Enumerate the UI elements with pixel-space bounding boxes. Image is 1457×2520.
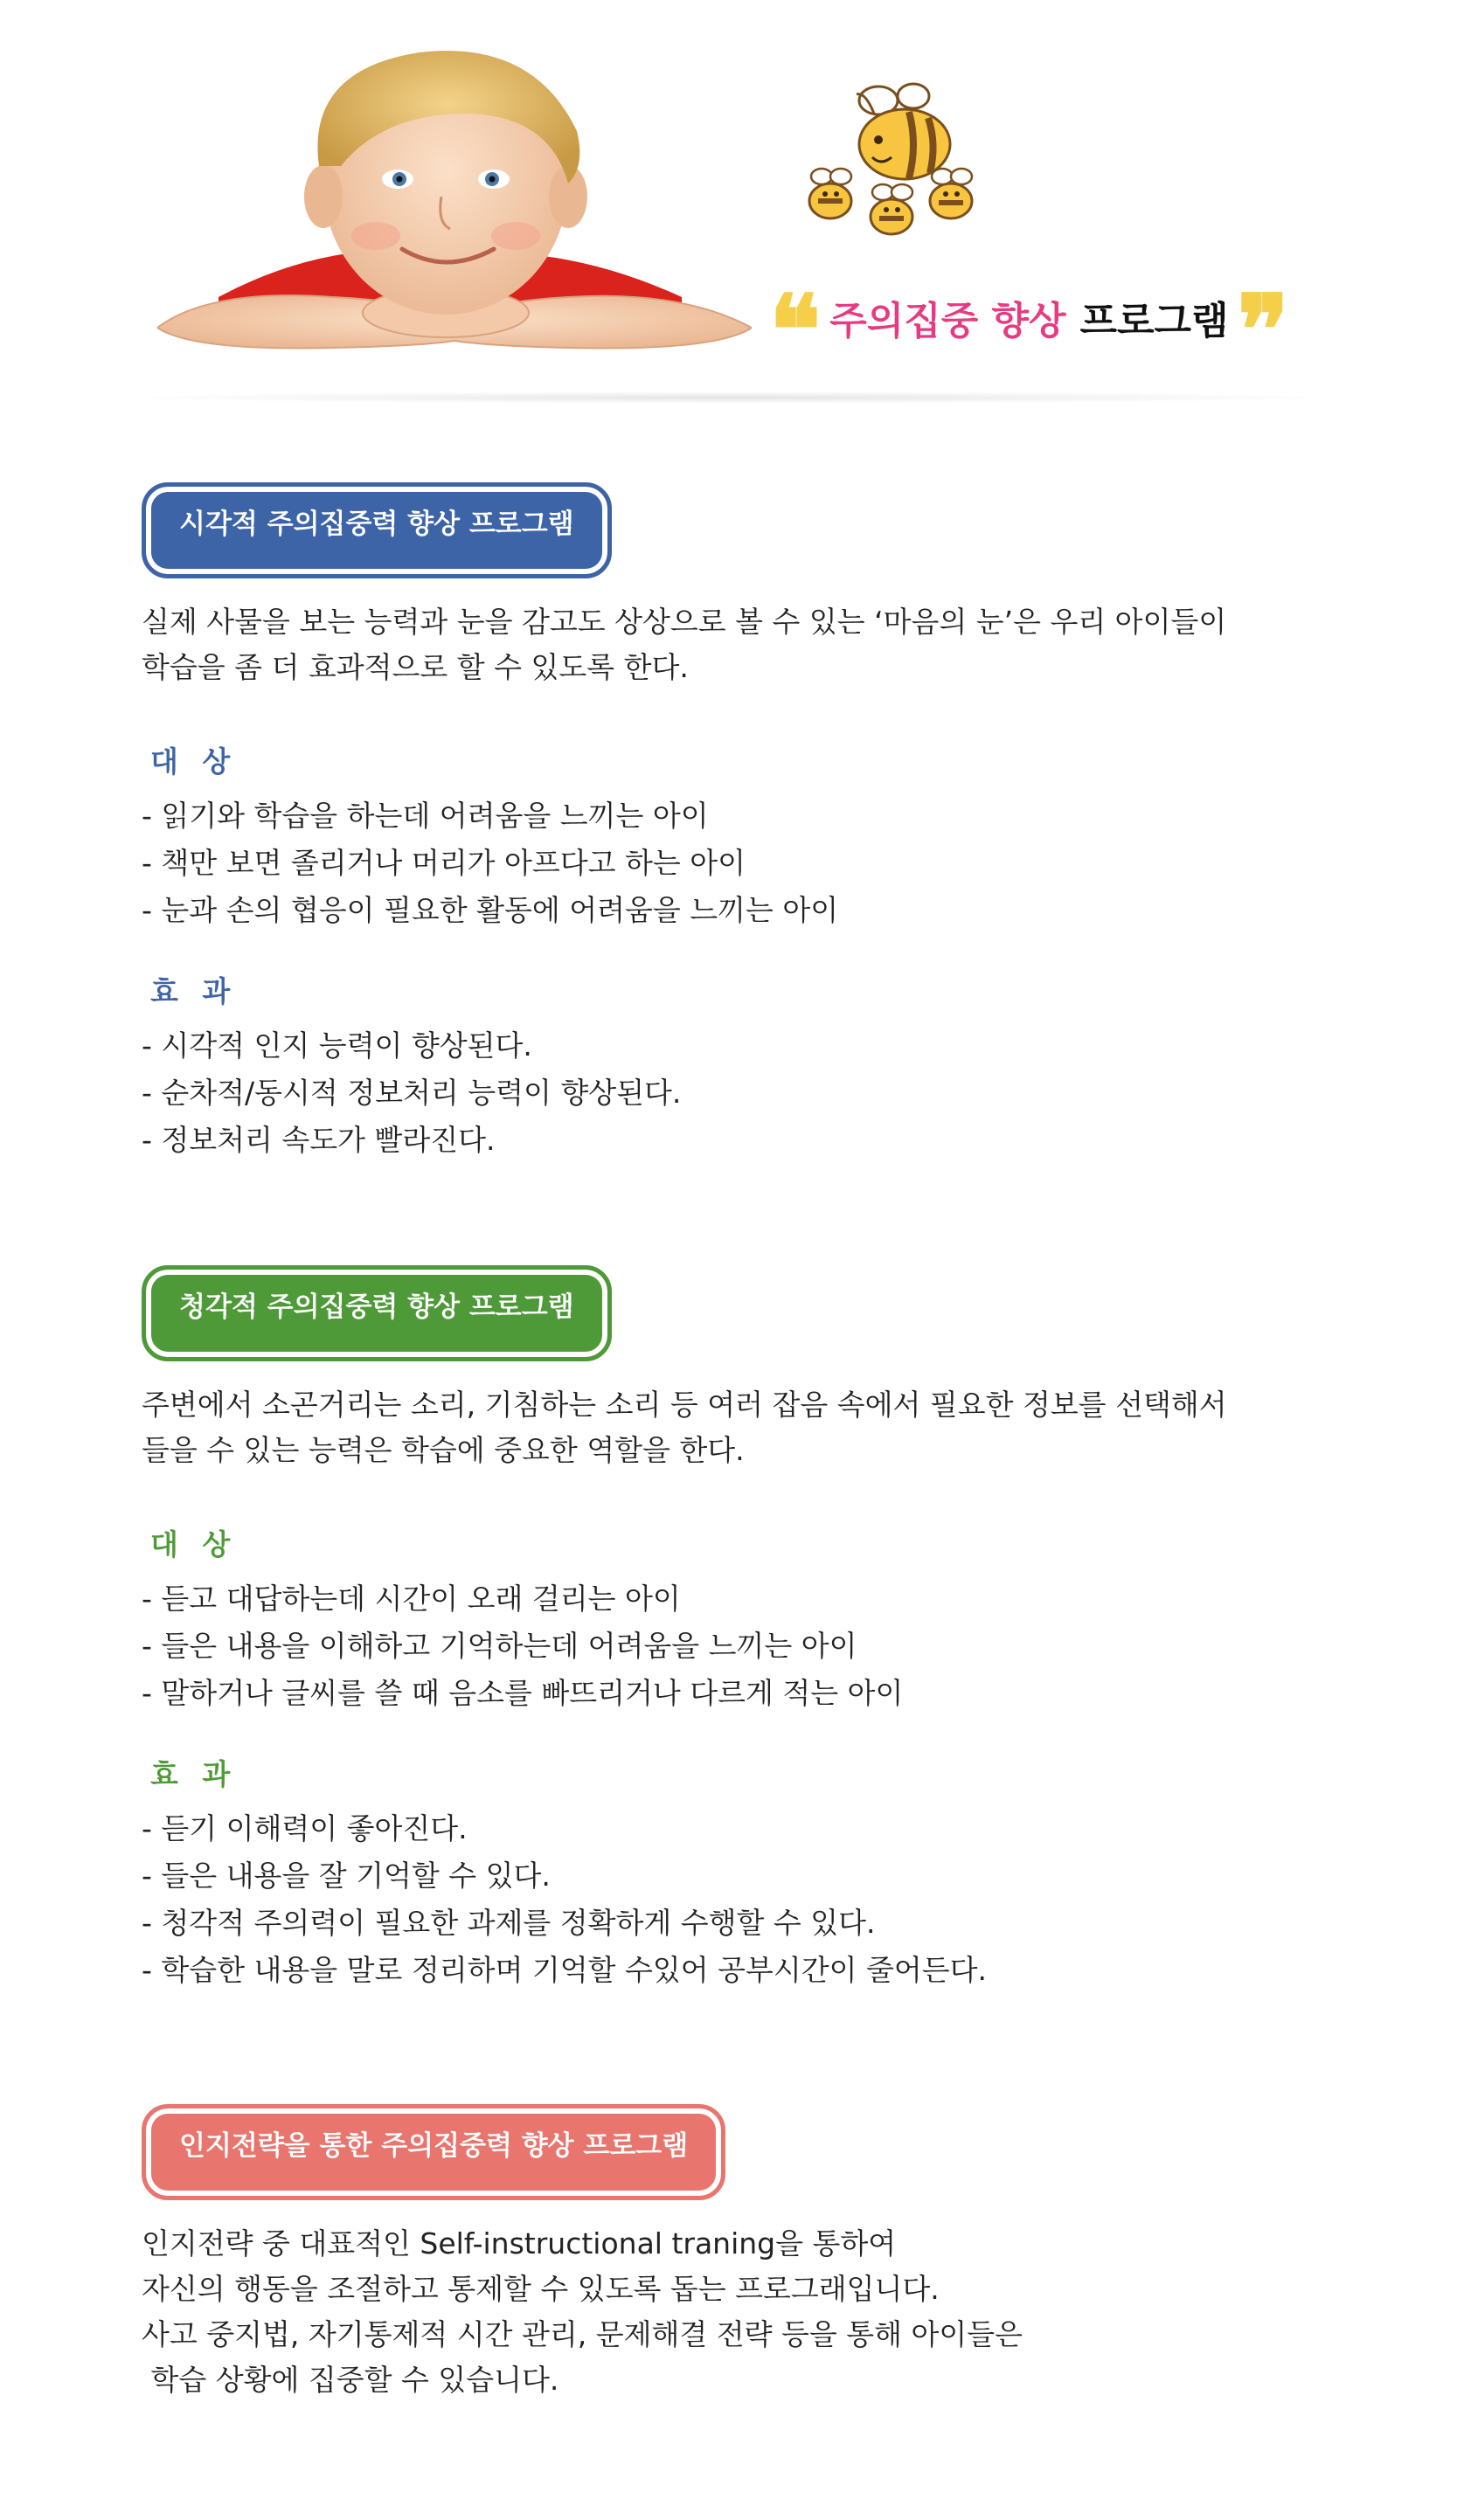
title-rest: 프로그램: [1079, 299, 1229, 343]
effect-heading: 효 과: [150, 1757, 238, 1791]
list-item: - 들은 내용을 이해하고 기억하는데 어려움을 느끼는 아이: [142, 1629, 857, 1663]
list-item: - 순차적/동시적 정보처리 능력이 향상된다.: [142, 1076, 682, 1110]
section-description: [142, 599, 1278, 690]
visual-program-section: [142, 482, 1278, 1164]
section-title-badge: 시각적 주의집중력 향상 프로그램: [142, 482, 612, 578]
open-quote-icon: ❝: [769, 273, 822, 386]
list-item: - 시각적 인지 능력이 향상된다.: [142, 1028, 532, 1063]
section-title-badge: 청각적 주의집중력 향상 프로그램: [142, 1265, 612, 1361]
cognitive-strategy-section: [142, 2104, 1278, 2403]
page-title: [769, 273, 1289, 386]
description-line: 자신의 행동을 조절하고 통제할 수 있도록 돕는 프로그래입니다.: [142, 2272, 940, 2306]
section-description: [142, 1382, 1278, 1473]
list-item: - 들은 내용을 잘 기억할 수 있다.: [142, 1859, 551, 1893]
list-item: - 학습한 내용을 말로 정리하며 기억할 수있어 공부시간이 줄어든다.: [142, 1953, 988, 1987]
list-item: - 듣기 이해력이 좋아진다.: [142, 1811, 468, 1845]
description-line: 사고 중지법, 자기통제적 시간 관리, 문제해결 전략 등을 통해 아이들은: [142, 2317, 1023, 2351]
list-item: - 책만 보면 졸리거나 머리가 아프다고 하는 아이: [142, 846, 746, 880]
header-divider: [105, 391, 1352, 404]
list-item: - 읽기와 학습을 하는데 어려움을 느끼는 아이: [142, 799, 709, 833]
header-banner: [0, 0, 1457, 411]
description-line: 실제 사물을 보는 능력과 눈을 감고도 상상으로 볼 수 있는 ‘마음의 눈’은 우리 아이들이: [142, 605, 1227, 639]
auditory-program-section: [142, 1265, 1278, 1994]
description-line: 학습 상황에 집중할 수 있습니다.: [142, 2363, 559, 2397]
target-heading: 대 상: [150, 1527, 238, 1561]
list-item: - 눈과 손의 협응이 필요한 활동에 어려움을 느끼는 아이: [142, 893, 839, 927]
list-item: - 정보처리 속도가 빨라진다.: [142, 1123, 496, 1157]
section-title-badge: 인지전략을 통한 주의집중력 향상 프로그램: [142, 2104, 725, 2200]
target-heading: 대 상: [150, 744, 238, 779]
child-photo: [157, 35, 752, 358]
effect-heading: 효 과: [150, 974, 238, 1008]
description-line: 인지전략 중 대표적인 Self-instructional traning을 통하여: [142, 2226, 897, 2260]
close-quote-icon: ❞: [1237, 273, 1289, 386]
description-line: 주변에서 소곤거리는 소리, 기침하는 소리 등 여러 잡음 속에서 필요한 정보를 선택해서: [142, 1388, 1227, 1422]
description-line: 학습을 좀 더 효과적으로 할 수 있도록 한다.: [142, 650, 689, 684]
effect-list: [142, 1805, 1278, 1994]
description-line: 들을 수 있는 능력은 학습에 중요한 역할을 한다.: [142, 1433, 745, 1467]
list-item: - 말하거나 글씨를 쓸 때 음소를 빠뜨리거나 다르게 적는 아이: [142, 1676, 904, 1710]
list-item: - 청각적 주의력이 필요한 과제를 정확하게 수행할 수 있다.: [142, 1906, 876, 1940]
section-description: [142, 2221, 1278, 2403]
title-highlight: 주의집중 향상: [829, 299, 1066, 343]
target-list: [142, 793, 1278, 934]
bee-family-icon: [795, 70, 988, 245]
effect-list: [142, 1022, 1278, 1164]
list-item: - 듣고 대답하는데 시간이 오래 걸리는 아이: [142, 1582, 681, 1616]
target-list: [142, 1575, 1278, 1717]
